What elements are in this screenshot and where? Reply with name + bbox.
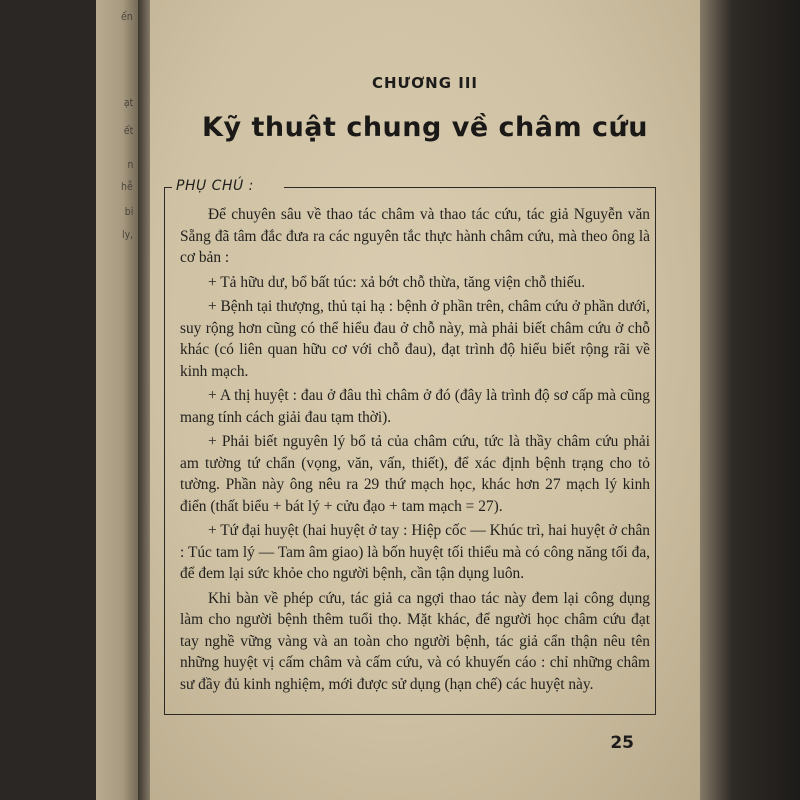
paragraph: + Tứ đại huyệt (hai huyệt ở tay : Hiệp cốc — Khúc trì, hai huyệt ở chân : Túc tam lý — Tam âm giao) là bốn huyệt tối thiểu mà có công năng tối đa, để đem lại sức khỏe cho người bệnh, cần tận dụng luôn. bbox=[180, 522, 650, 582]
left-page-fragment: ến bbox=[121, 10, 133, 23]
paragraph: + A thị huyệt : đau ở đâu thì châm ở đó (đây là trình độ sơ cấp mà cũng mang tính cách giải đau tạm thời). bbox=[180, 387, 650, 426]
page-number: 25 bbox=[610, 733, 634, 753]
paragraph: Khi bàn về phép cứu, tác giả ca ngợi thao tác này đem lại công dụng làm cho người bệnh thêm tuổi thọ. Mặt khác, để người học châm cứu đạt tay nghề vững vàng và an toàn cho người bệnh, tác giả cẩn thận nêu tên những huyệt vị cấm châm và cấm cứu, và có khuyến cáo : chỉ những châm sư đầy đủ kinh nghiệm, mới được sử dụng (hạn chế) các huyệt này. bbox=[180, 589, 650, 693]
note-box-top-border bbox=[164, 187, 172, 188]
book-page bbox=[150, 0, 700, 800]
paragraph: + Bệnh tại thượng, thủ tại hạ : bệnh ở phần trên, châm cứu ở phần dưới, suy rộng hơn cũng có thể hiểu đau ở chỗ này, mà phải biết châm cứu ở chỗ khác (có liên quan hữu cơ với chỗ đau), đạt trình độ hiểu biết rộng rãi về kinh mạch. bbox=[180, 298, 650, 380]
note-box-label: PHỤ CHÚ : bbox=[176, 178, 254, 194]
paragraph: + Tả hữu dư, bổ bất túc: xả bớt chỗ thừa, tăng viện chỗ thiếu. bbox=[208, 273, 586, 291]
paragraph: Để chuyên sâu về thao tác châm và thao tác cứu, tác giả Nguyễn văn Sẵng đã tâm đắc đưa ra các nguyên tắc thực hành châm cứu, mà theo ông là cơ bản : bbox=[180, 206, 650, 266]
left-page-fragment: ết bbox=[123, 124, 134, 137]
note-body bbox=[180, 204, 650, 698]
note-box-top-border bbox=[284, 187, 655, 188]
left-page-fragment: n bbox=[127, 158, 134, 171]
left-page-fragment: bi bbox=[124, 205, 134, 218]
background-edge bbox=[696, 0, 800, 800]
left-page-fragment: ly, bbox=[121, 228, 134, 241]
left-page-edge bbox=[96, 0, 140, 800]
chapter-label: CHƯƠNG III bbox=[371, 74, 479, 92]
chapter-title: Kỹ thuật chung về châm cứu bbox=[202, 112, 648, 143]
left-page-fragment: hễ bbox=[121, 180, 133, 193]
left-page-fragment: ạt bbox=[123, 96, 134, 109]
paragraph: + Phải biết nguyên lý bổ tả của châm cứu, tức là thầy châm cứu phải am tường tứ chẩn (vọng, văn, vấn, thiết), để xác định bệnh trạng cho tỏ tường. Phần này ông nêu ra 29 thứ mạch học, khác hơn 27 mạch lý kinh điển (thất biểu + bát lý + cửu đạo + tam mạch = 27). bbox=[180, 433, 650, 515]
